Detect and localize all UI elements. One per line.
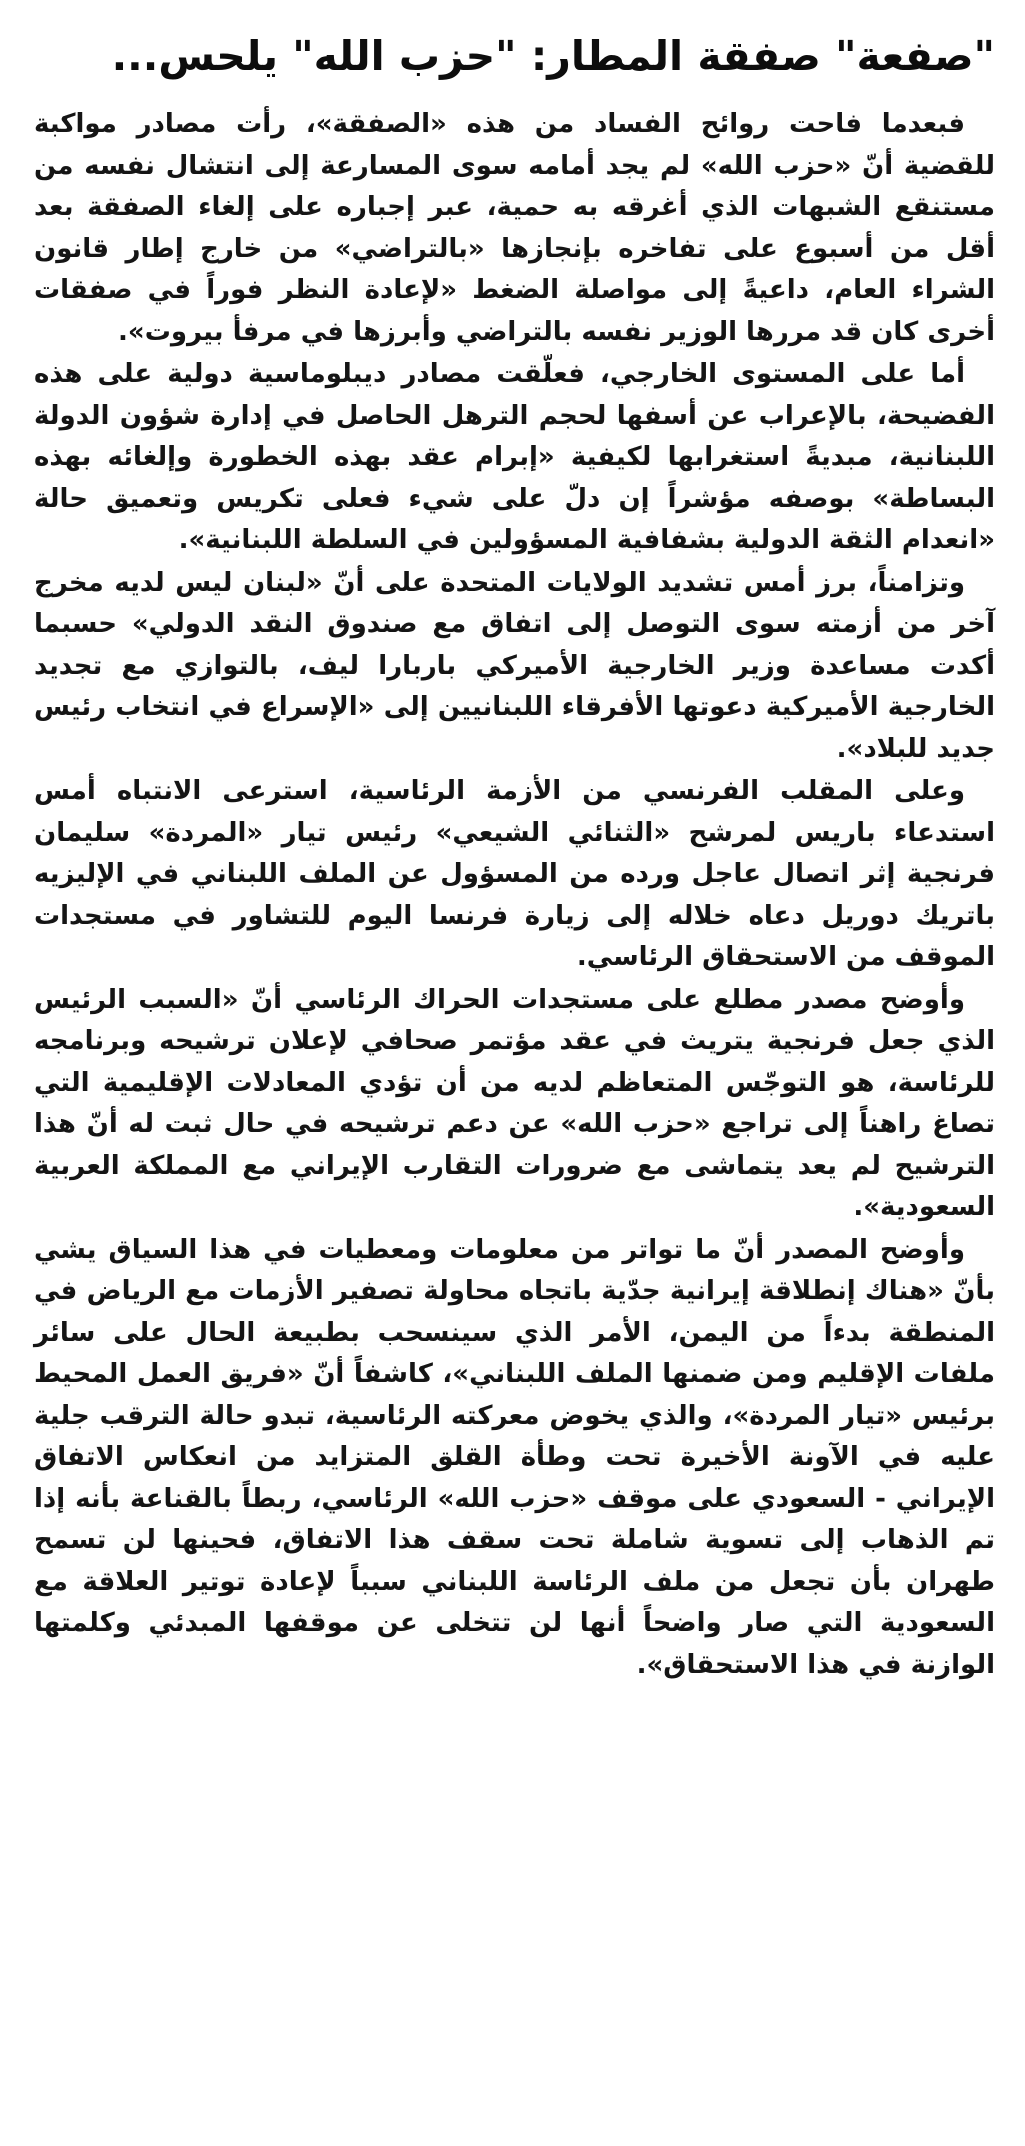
article-paragraph-1: فبعدما فاحت روائح الفساد من هذه «الصفقة»، رأت مصادر مواكبة للقضية أنّ «حزب الله» لم يجد أمامه سوى المسارعة إلى انتشال نفسه من مستنقع الشبهات الذي أغرقه به حمية، عبر إجباره على إلغاء الصفقة بعد أقل من أسبوع على تفاخره بإنجازها «بالتراضي» من خارج إطار قانون الشراء العام، داعيةً إلى مواصلة الضغط «لإعادة النظر فوراً في صفقات أخرى كان قد مررها الوزير نفسه بالتراضي وأبرزها في مرفأ بيروت». — [34, 109, 995, 347]
article-paragraph-3: وتزامناً، برز أمس تشديد الولايات المتحدة على أنّ «لبنان ليس لديه مخرج آخر من أزمته سوى التوصل إلى اتفاق مع صندوق النقد الدولي» حسبما أكدت مساعدة وزير الخارجية الأميركي باربارا ليف، بالتوازي مع تجديد الخارجية الأميركية دعوتها الأفرقاء اللبنانيين إلى «الإسراع في انتخاب رئيس جديد للبلاد». — [34, 567, 995, 764]
article-paragraph-2: أما على المستوى الخارجي، فعلّقت مصادر ديبلوماسية دولية على هذه الفضيحة، بالإعراب عن أسفها لحجم الترهل الحاصل في إدارة شؤون الدولة اللبنانية، مبديةً استغرابها لكيفية «إبرام عقد بهذه الخطورة وإلغائه بهذه البساطة» بوصفه مؤشراً إن دلّ على شيء فعلى تكريس وتعميق حالة «انعدام الثقة الدولية بشفافية المسؤولين في السلطة اللبنانية». — [34, 359, 995, 555]
article-headline: "صفعة" صفقة المطار: "حزب الله" يلحس... — [111, 32, 995, 80]
article-body — [34, 104, 995, 1686]
article-paragraph-4: وعلى المقلب الفرنسي من الأزمة الرئاسية، استرعى الانتباه أمس استدعاء باريس لمرشح «الثنائي الشيعي» رئيس تيار «المردة» سليمان فرنجية إثر اتصال عاجل ورده من المسؤول عن الملف اللبناني في الإليزيه باتريك دوريل دعاه خلاله إلى زيارة فرنسا اليوم للتشاور في مستجدات الموقف من الاستحقاق الرئاسي. — [34, 776, 995, 972]
article-paragraph-6: وأوضح المصدر أنّ ما تواتر من معلومات ومعطيات في هذا السياق يشي بأنّ «هناك إنطلاقة إيرانية جدّية باتجاه محاولة تصفير الأزمات مع الرياض في المنطقة بدءاً من اليمن، الأمر الذي سينسحب بطبيعة الحال على سائر ملفات الإقليم ومن ضمنها الملف اللبناني»، كاشفاً أنّ «فريق العمل المحيط برئيس «تيار المردة»، والذي يخوض معركته الرئاسية، تبدو حالة الترقب جلية عليه في الآونة الأخيرة تحت وطأة القلق المتزايد من انعكاس الاتفاق الإيراني - السعودي على موقف «حزب الله» الرئاسي، ربطاً بالقناعة بأنه إذا تم الذهاب إلى تسوية شاملة تحت سقف هذا الاتفاق، فحينها لن تسمح طهران بأن تجعل من ملف الرئاسة اللبناني سبباً لإعادة توتير العلاقة مع السعودية التي صار واضحاً أنها لن تتخلى عن موقفها المبدئي وكلمتها الوازنة في هذا الاستحقاق». — [34, 1234, 995, 1680]
article-paragraph-5: وأوضح مصدر مطلع على مستجدات الحراك الرئاسي أنّ «السبب الرئيس الذي جعل فرنجية يتريث في عقد مؤتمر صحافي لإعلان ترشيحه وبرنامجه للرئاسة، هو التوجّس المتعاظم لديه من أن تؤدي المعادلات الإقليمية التي تصاغ راهناً إلى تراجع «حزب الله» عن دعم ترشيحه في حال ثبت له أنّ هذا الترشيح لم يعد يتماشى مع ضرورات التقارب الإيراني مع المملكة العربية السعودية». — [34, 984, 995, 1222]
